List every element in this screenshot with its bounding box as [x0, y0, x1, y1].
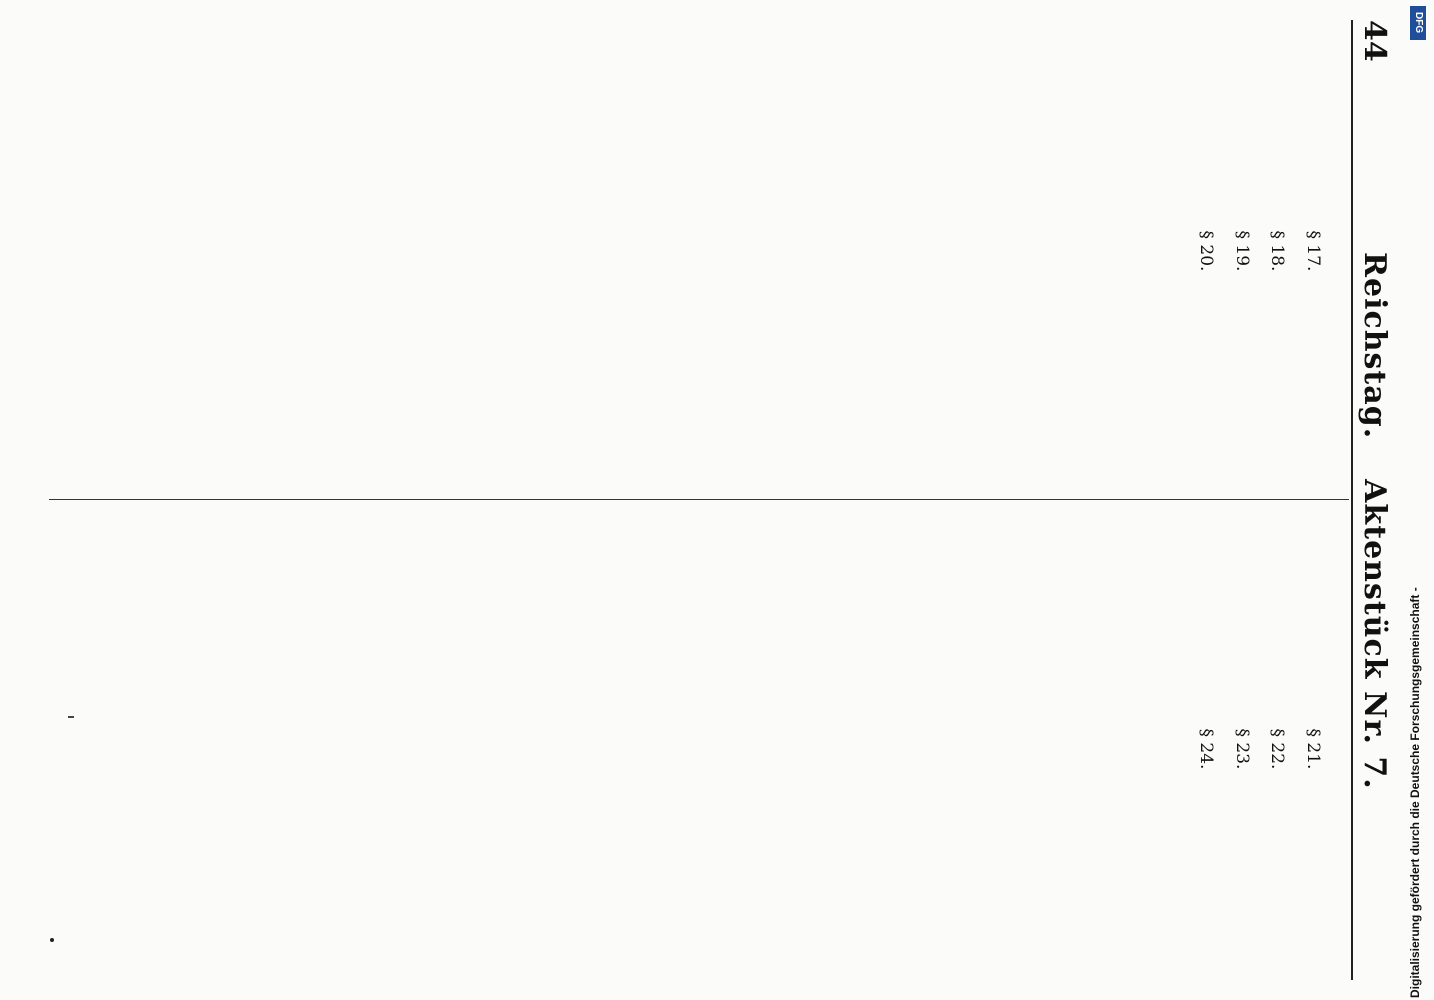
section-heading: § 17.: [1303, 230, 1323, 272]
left-text-column: [47, 20, 1337, 482]
section-heading: § 19.: [1232, 230, 1252, 272]
section-heading: § 21.: [1303, 728, 1323, 770]
section-heading: § 18.: [1267, 230, 1288, 272]
section-heading: § 23.: [1232, 728, 1252, 770]
page-number: 44: [1357, 20, 1393, 62]
right-text-column: [47, 518, 1337, 980]
digitization-credit: [1404, 0, 1432, 1000]
section-heading: § 24.: [1196, 728, 1217, 770]
credit-text: Digitalisierung gefördert durch die Deutsche Forschungsgemeinschaft -: [1408, 587, 1422, 998]
section-heading: § 22.: [1267, 728, 1288, 770]
column-divider: [49, 499, 1349, 500]
page-header: [1351, 20, 1397, 980]
header-title-right: Aktenstück Nr. 7.: [1357, 479, 1393, 790]
header-title-left: Reichstag.: [1357, 252, 1393, 440]
dfg-logo: DFG: [1410, 6, 1426, 40]
section-heading: § 20.: [1196, 230, 1217, 272]
rotated-page-content: [37, 20, 1397, 980]
